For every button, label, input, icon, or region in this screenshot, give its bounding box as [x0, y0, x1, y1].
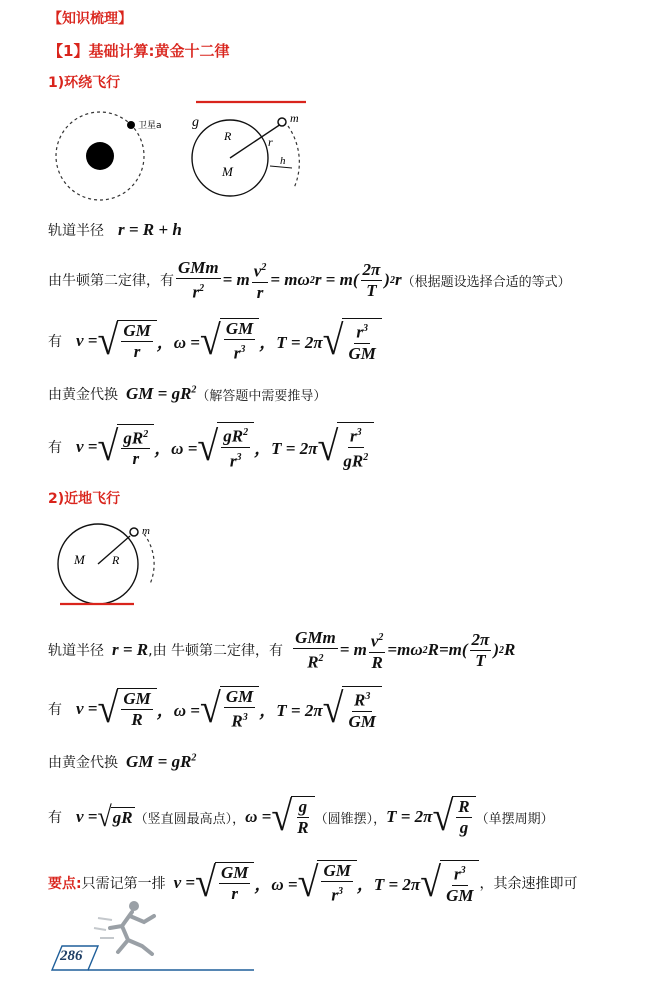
orbit-radius-line: 轨道半径 r = R + h — [48, 220, 182, 239]
formula-row-2: 有 v = √ $\frac{gR^2}{r}$ ，ω = √ $\frac{gR^2}{r^3}$ ，T = 2π √ $\frac{r^3}{gR^2}$ — [48, 422, 374, 471]
svg-text:r: r — [268, 135, 273, 149]
svg-text:R: R — [224, 129, 232, 143]
orbit-diagram-a — [50, 108, 190, 208]
section-title: 【1】基础计算:黄金十二律 — [48, 42, 230, 60]
subsection-orbit: 1)环绕飞行 — [48, 75, 121, 91]
orbit-diagram-gr — [180, 96, 340, 212]
page-number: 286 — [60, 948, 83, 964]
formula-row-4: 有 v = √ gR （竖直圆最高点）， ω = √ $\frac{g}{R}$ （圆锥摆）， T = 2π √ $\frac{R}{g}$ （单摆周期） — [48, 793, 554, 841]
svg-text:m: m — [142, 525, 150, 537]
svg-text:g: g — [192, 115, 199, 130]
svg-text:h: h — [280, 155, 286, 167]
formula-row-1: 有 v = √ $\frac{GM}{r}$ ，ω = √ $\frac{GM}{r^3}$ ，T = 2π √ $\frac{r^3}{GM}$ — [48, 318, 382, 364]
golden-substitution-2: 由黄金代换 GM = $gR^2$ — [48, 752, 197, 771]
svg-text:R: R — [112, 553, 120, 567]
newton-equation: 由牛顿第二定律，有 $\frac{\text{GMm}}{r^2}$ = m $\frac{v^2}{r}$ = mω 2 r = m( $\frac{2\pi}{T}$ ) 2 r （根据题设选择合适的等式） — [48, 258, 571, 302]
svg-text:M: M — [222, 164, 233, 179]
near-earth-diagram — [54, 520, 174, 610]
near-orbit-newton: 轨道半径 r = R ,由 牛顿第二定律，有 $\frac{\text{GMm}}{R^2}$ = m $\frac{v^2}{R}$ =mω 2 R=m( $\frac{2\pi}{T}$ ) 2 R — [48, 628, 516, 672]
formula-row-3: 有 v = √ $\frac{GM}{R}$ ，ω = √ $\frac{GM}{R^3}$ ，T = 2π √ $\frac{R^3}{GM}$ — [48, 686, 382, 732]
subsection-near-earth: 2)近地飞行 — [48, 491, 121, 507]
svg-text:M: M — [74, 552, 85, 567]
svg-text:m: m — [290, 111, 299, 125]
golden-substitution: 由黄金代换 GM = $gR^2$ （解答题中需要推导） — [48, 384, 327, 404]
key-point: 要点: 只需记第一排 v = √ $\frac{GM}{r}$ ，ω = √ $\frac{GM}{r^3}$ ，T = 2π √ $\frac{r^3}{GM}$ ，其余速推即可 — [48, 859, 578, 906]
section-header: 【知识梳理】 — [48, 11, 132, 27]
satellite-label: 卫星a — [138, 121, 162, 131]
